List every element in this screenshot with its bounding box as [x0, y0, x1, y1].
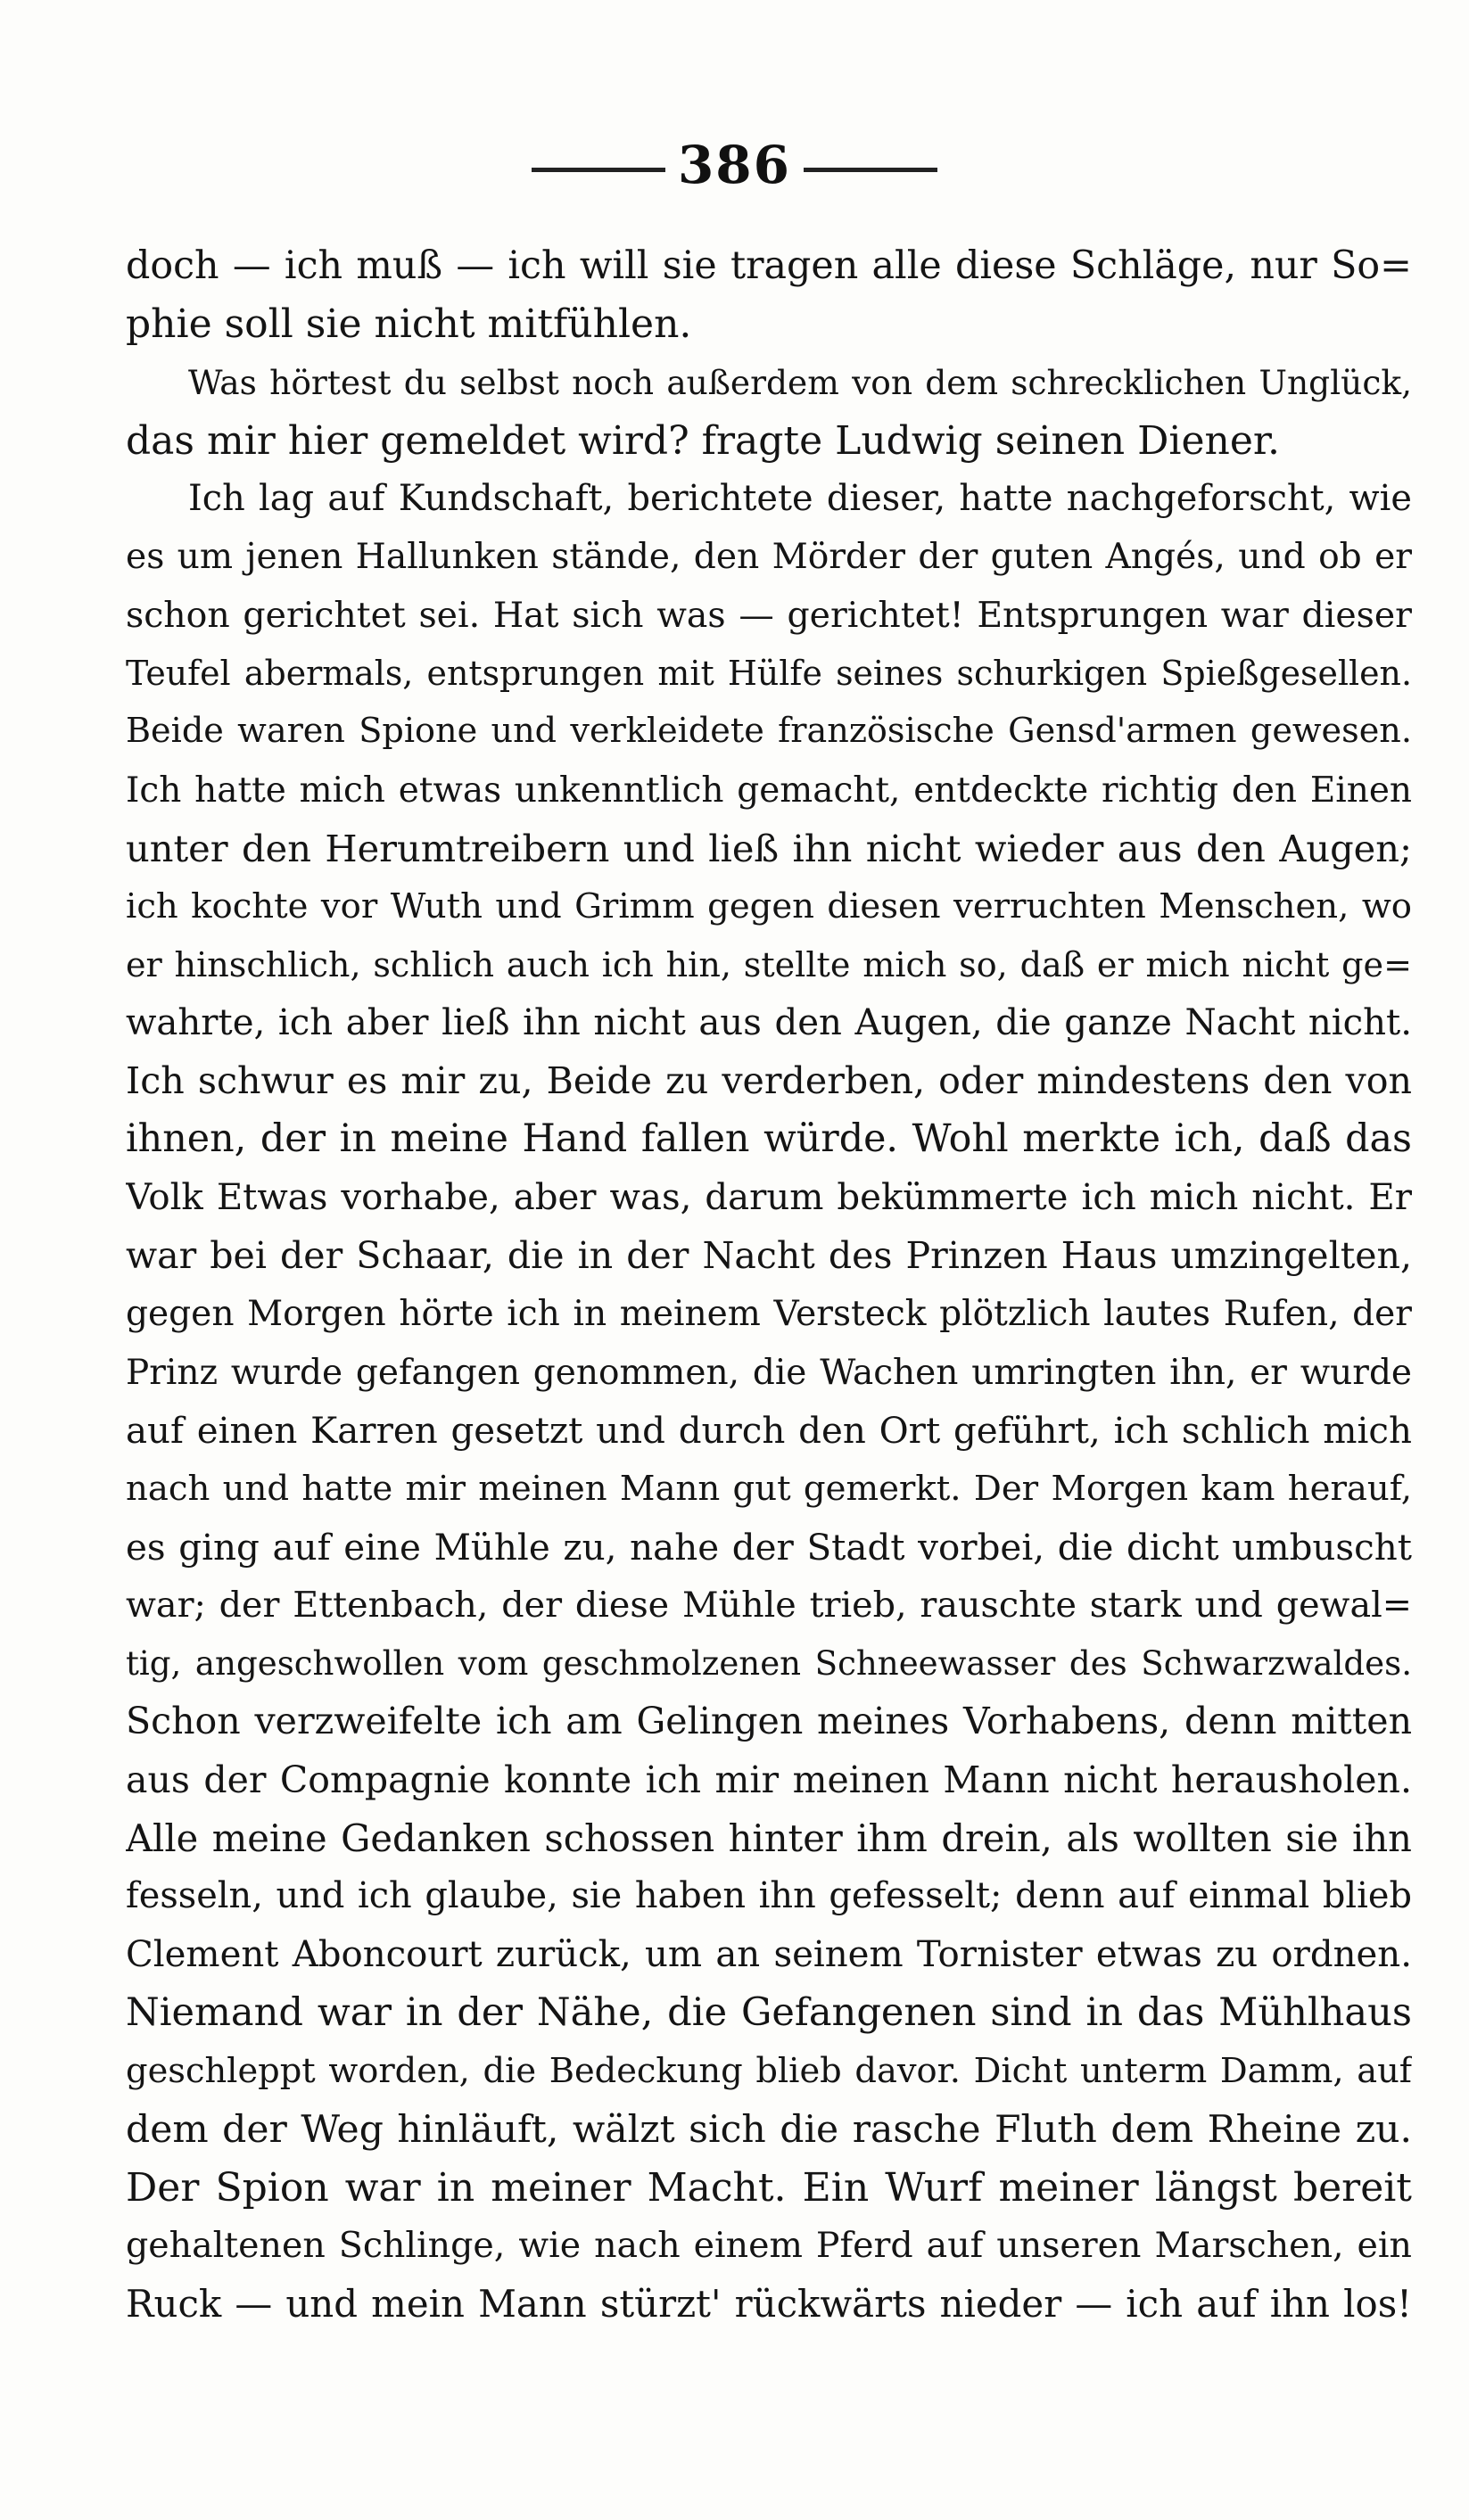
text-line: wahrte, ich aber ließ ihn nicht aus den Augen, die ganze Nacht nicht. — [126, 1001, 1412, 1043]
text-line: fesseln, und ich glaube, sie haben ihn gefesselt; denn auf einmal blieb — [126, 1875, 1412, 1917]
text-line: geschleppt worden, die Bedeckung blieb davor. Dicht unterm Damm, auf — [126, 2051, 1412, 2092]
text-line: war; der Ettenbach, der diese Mühle trieb, rauschte stark und gewal= — [126, 1584, 1412, 1626]
text-line: gehaltenen Schlinge, wie nach einem Pferd auf unseren Marschen, ein — [126, 2225, 1412, 2267]
text-line: nach und hatte mir meinen Mann gut gemerkt. Der Morgen kam herauf, — [126, 1469, 1412, 1510]
text-line: Volk Etwas vorhabe, aber was, darum bekümmerte ich mich nicht. Er — [126, 1176, 1412, 1218]
header-rule-left — [532, 168, 665, 172]
text-line: tig, angeschwollen vom geschmolzenen Schneewasser des Schwarzwaldes. — [126, 1644, 1412, 1684]
page-body — [126, 237, 1412, 2334]
text-line: Ich schwur es mir zu, Beide zu verderben, oder mindestens den von — [126, 1059, 1412, 1103]
text-line: Prinz wurde gefangen genommen, die Wachen umringten ihn, er wurde — [126, 1352, 1412, 1393]
text-line: doch — ich muß — ich will sie tragen alle diese Schläge, nur So= — [126, 243, 1412, 288]
text-line: Ich hatte mich etwas unkenntlich gemacht, entdeckte richtig den Einen — [126, 770, 1412, 811]
text-line: ich kochte vor Wuth und Grimm gegen diesen verruchten Menschen, wo — [126, 886, 1412, 927]
header-rule-right — [804, 168, 937, 172]
text-line: es ging auf eine Mühle zu, nahe der Stadt vorbei, die dicht umbuscht — [126, 1526, 1412, 1569]
text-line: Beide waren Spione und verkleidete französische Gensd'armen gewesen. — [126, 712, 1412, 752]
text-line: aus der Compagnie konnte ich mir meinen Mann nicht herausholen. — [126, 1758, 1412, 1801]
text-line: Niemand war in der Nähe, die Gefangenen sind in das Mühlhaus — [126, 1989, 1412, 2035]
page-number: 386 — [677, 135, 792, 195]
page-header — [0, 125, 1469, 205]
text-line: unter den Herumtreibern und ließ ihn nicht wieder aus den Augen; — [126, 826, 1412, 870]
text-line: Was hörtest du selbst noch außerdem von dem schrecklichen Unglück, — [188, 362, 1412, 402]
text-line: schon gerichtet sei. Hat sich was — gerichtet! Entsprungen war dieser — [126, 594, 1412, 636]
text-line: es um jenen Hallunken stände, den Mörder der guten Angés, und ob er — [126, 537, 1412, 578]
text-line: Clement Aboncourt zurück, um an seinem Tornister etwas zu ordnen. — [126, 1933, 1412, 1975]
text-line: war bei der Schaar, die in der Nacht des Prinzen Haus umzingelten, — [126, 1234, 1412, 1278]
text-line: er hinschlich, schlich auch ich hin, stellte mich so, daß er mich nicht ge= — [126, 944, 1412, 984]
text-line: Schon verzweifelte ich am Gelingen meines Vorhabens, denn mitten — [126, 1700, 1412, 1743]
text-line: Teufel abermals, entsprungen mit Hülfe seines schurkigen Spießgesellen. — [126, 654, 1412, 694]
text-line: auf einen Karren gesetzt und durch den Ort geführt, ich schlich mich — [126, 1409, 1412, 1452]
text-line: Der Spion war in meiner Macht. Ein Wurf meiner längst bereit — [126, 2164, 1412, 2211]
text-line: gegen Morgen hörte ich in meinem Versteck plötzlich lautes Rufen, der — [126, 1294, 1412, 1335]
text-line: ihnen, der in meine Hand fallen würde. Wohl merkte ich, daß das — [126, 1116, 1412, 1162]
text-line: dem der Weg hinläuft, wälzt sich die rasche Fluth dem Rheine zu. — [126, 2107, 1412, 2152]
text-line: das mir hier gemeldet wird? fragte Ludwig seinen Diener. — [126, 417, 1281, 464]
text-line: Ich lag auf Kundschaft, berichtete dieser, hatte nachgeforscht, wie — [188, 478, 1412, 520]
text-line: phie soll sie nicht mitfühlen. — [126, 301, 692, 348]
text-line: Alle meine Gedanken schossen hinter ihm drein, als wollten sie ihn — [126, 1816, 1412, 1861]
text-line: Ruck — und mein Mann stürzt' rückwärts nieder — ich auf ihn los! — [126, 2282, 1412, 2326]
